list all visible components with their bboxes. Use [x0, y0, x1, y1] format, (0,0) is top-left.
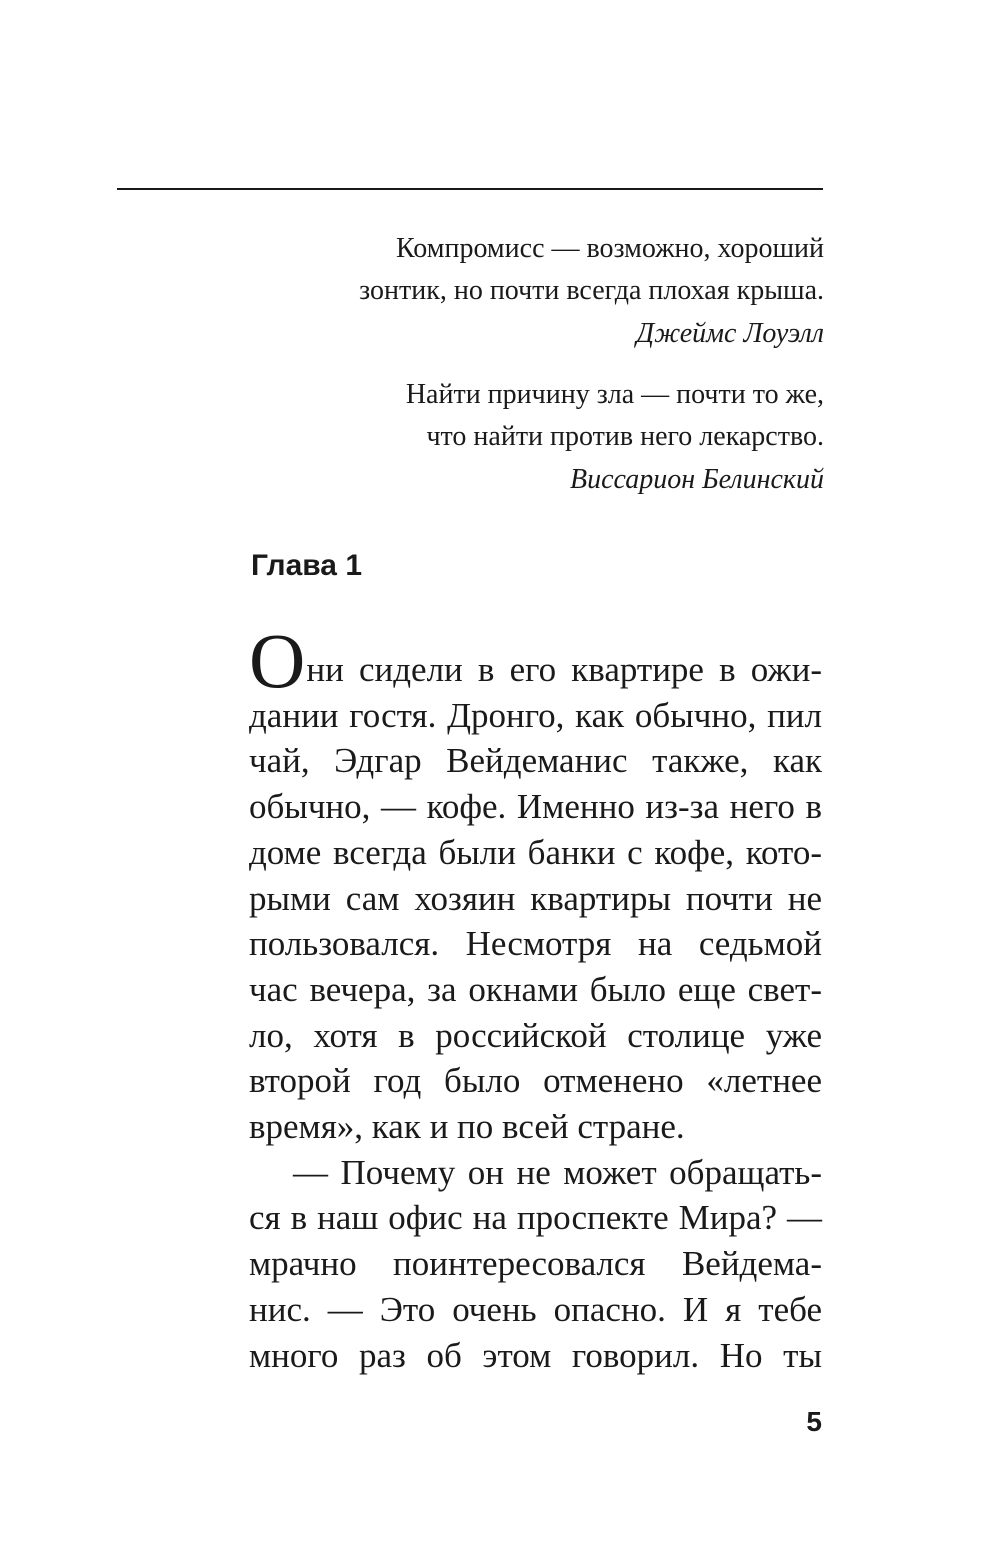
epigraph-line: зонтик, но почти всегда плохая крыша. [359, 275, 824, 306]
text-line: чай, Эдгар Вейдеманис также, как [249, 741, 822, 781]
text-line: рыми сам хозяин квартиры почти не [249, 878, 822, 918]
text-line: пользовался. Несмотря на седьмой [249, 924, 822, 964]
text-line: второй год было отменено «летнее [249, 1061, 822, 1101]
text-line: время», как и по всей стране. [249, 1107, 685, 1147]
paragraph-1 [249, 617, 822, 1150]
paragraph-2 [249, 1150, 822, 1379]
text-line: мрачно поинтересовался Вейдема- [249, 1244, 822, 1284]
text-line: дании гостя. Дронго, как обычно, пил [249, 695, 822, 735]
text-line: — Почему он не может обращать- [293, 1152, 822, 1192]
text-line-content: ни сидели в его квартире в ожи- [306, 650, 822, 689]
epigraph-lowell [300, 228, 824, 356]
text-line: ся в наш офис на проспекте Мира? — [249, 1198, 822, 1238]
chapter-title: Глава 1 [251, 549, 363, 582]
epigraph-belinsky [300, 374, 824, 502]
text-line: ло, хотя в российской столице уже [249, 1015, 822, 1055]
text-line: час вечера, за окнами было еще свет- [249, 969, 822, 1009]
epigraph-author: Джеймс Лоуэлл [636, 318, 824, 349]
text-line [249, 617, 822, 704]
drop-cap: О [249, 617, 306, 704]
page-number: 5 [806, 1406, 822, 1437]
text-line: доме всегда были банки с кофе, кото- [249, 832, 822, 872]
epigraphs [300, 228, 824, 520]
epigraph-line: что найти против него лекарство. [426, 421, 824, 452]
epigraph-line: Компромисс — возможно, хороший [396, 233, 824, 264]
epigraph-author: Виссарион Белинский [570, 464, 824, 495]
text-line: обычно, — кофе. Именно из-за него в [249, 787, 822, 827]
header-rule [117, 188, 823, 190]
epigraph-line: Найти причину зла — почти то же, [405, 379, 824, 410]
chapter-body [249, 617, 822, 1378]
text-line: нис. — Это очень опасно. И я тебе [249, 1289, 822, 1329]
text-line: много раз об этом говорил. Но ты [249, 1335, 822, 1375]
